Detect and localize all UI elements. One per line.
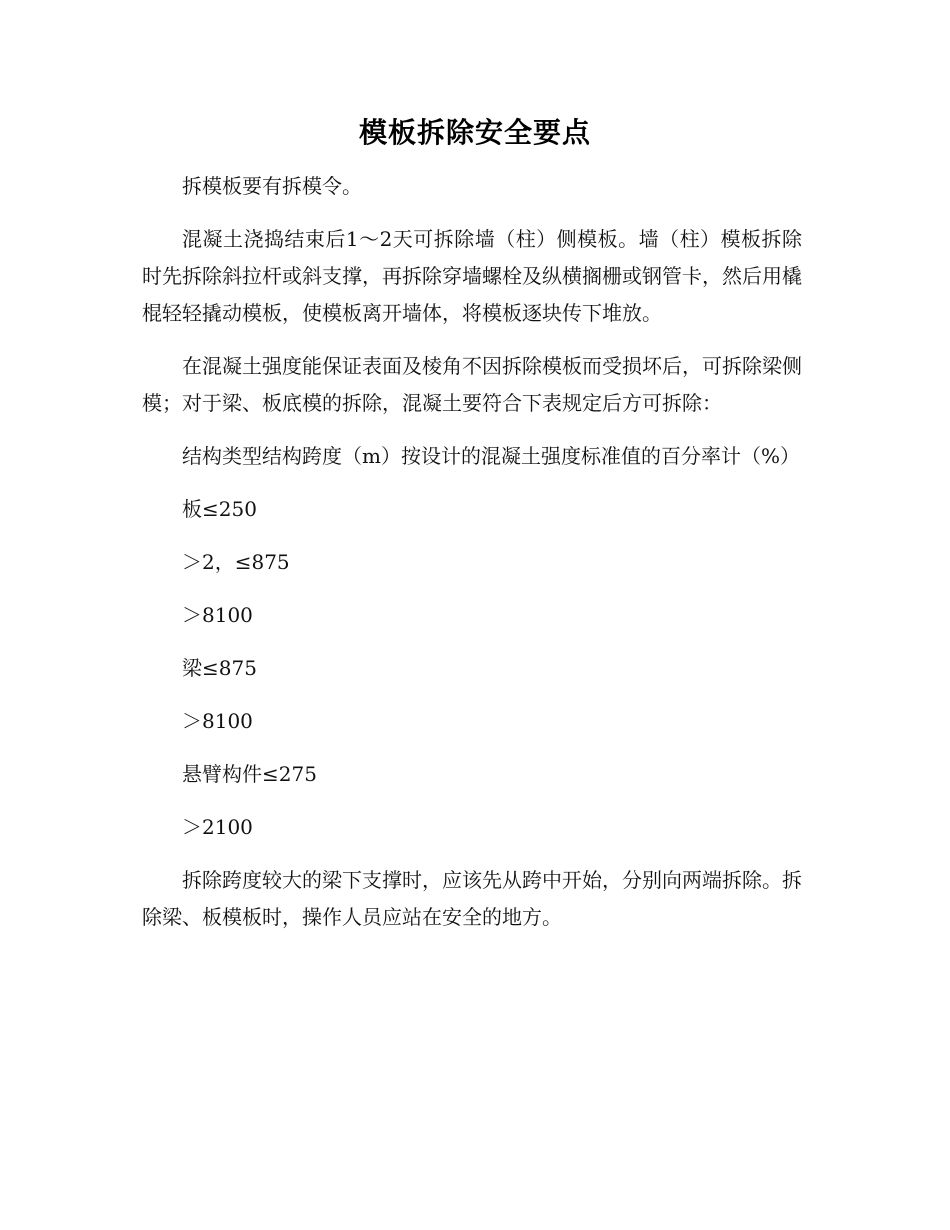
table-header-line: 结构类型结构跨度（m）按设计的混凝土强度标准值的百分率计（%） (182, 444, 800, 468)
document-title: 模板拆除安全要点 (358, 116, 591, 149)
table-line-beam-1: 梁≤875 (182, 656, 257, 680)
table-line-slab-2: ＞2，≤875 (182, 550, 290, 574)
table-line-beam-2: ＞8100 (182, 709, 253, 733)
paragraph-order: 拆模板要有拆模令。 (182, 174, 362, 198)
table-line-slab-1: 板≤250 (182, 497, 257, 521)
paragraph-closing: 拆除跨度较大的梁下支撑时，应该先从跨中开始，分别向两端拆除。拆除梁、板模板时，操作人员应站在安全的地方。 (142, 868, 802, 929)
paragraph-wall-formwork: 混凝土浇捣结束后1～2天可拆除墙（柱）侧模板。墙（柱）模板拆除时先拆除斜拉杆或斜支撑，再拆除穿墙螺栓及纵横搁栅或钢管卡，然后用橇棍轻轻撬动模板，使模板离开墙体，将模板逐块传下堆放。 (142, 227, 802, 325)
document-body (142, 168, 802, 952)
paragraph-beam-formwork: 在混凝土强度能保证表面及棱角不因拆除模板而受损坏后，可拆除梁侧模；对于梁、板底模的拆除，混凝土要符合下表规定后方可拆除： (142, 354, 802, 415)
table-line-cantilever-1: 悬臂构件≤275 (182, 762, 317, 786)
table-line-cantilever-2: ＞2100 (182, 815, 253, 839)
table-line-slab-3: ＞8100 (182, 603, 253, 627)
